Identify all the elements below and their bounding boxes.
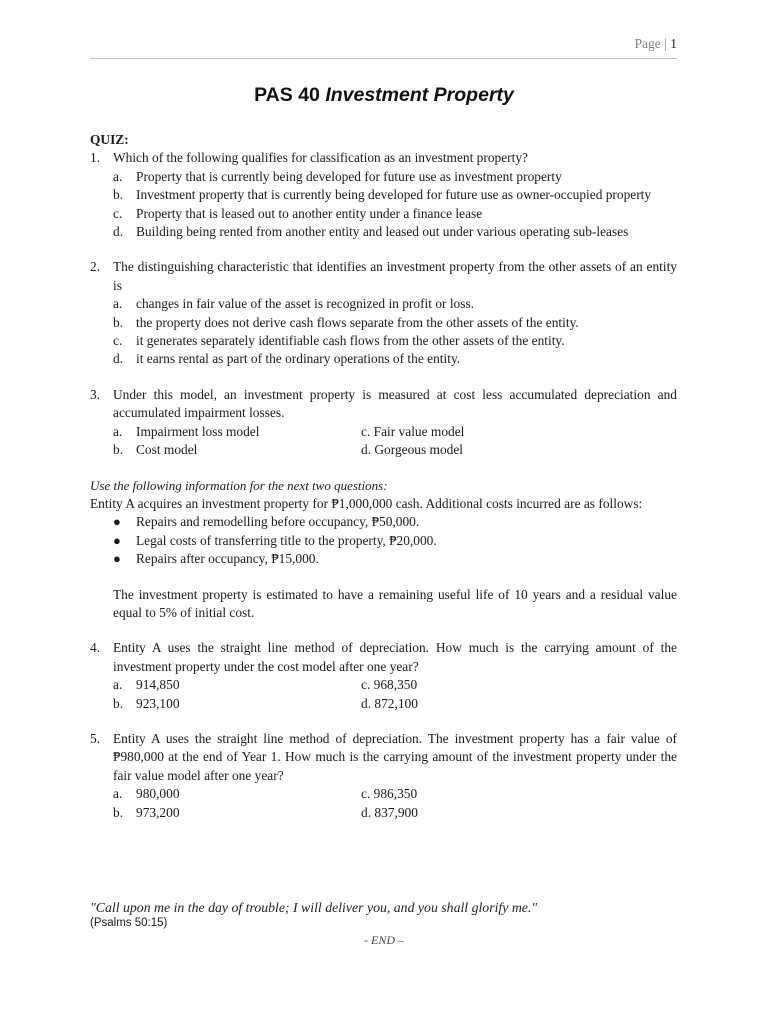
question-5 [90, 730, 677, 822]
option-b [113, 695, 361, 713]
option-a [113, 295, 677, 313]
question-text: Under this model, an investment property is measured at cost less accumulated depreciation and accumulated impairment losses. [113, 386, 677, 421]
option-c: c. Fair value model [361, 423, 465, 439]
option-c: c. 986,350 [361, 786, 418, 802]
option-a [113, 785, 361, 803]
bullet-text: Repairs and remodelling before occupancy, ₱50,000. [136, 514, 420, 530]
option-c [113, 332, 677, 350]
option-text: it generates separately identifiable cash flows from the other assets of the entity. [136, 333, 565, 349]
cost-bullet-list [90, 513, 677, 568]
option-d: d. Gorgeous model [361, 442, 464, 458]
option-text: Property that is leased out to another entity under a finance lease [136, 205, 483, 221]
quiz-content [90, 131, 677, 822]
option-b [113, 186, 677, 204]
page-separator: | [664, 36, 667, 51]
page-header [90, 36, 677, 59]
question-text: Entity A uses the straight line method of depreciation. The investment property has a fair value of ₱980,000 at the end of Year 1. How much is the carrying amount of the investment property under the fair value model after one year? [113, 730, 677, 783]
question-2 [90, 258, 677, 368]
option-text: Investment property that is currently being developed for future use as owner-occupied property [136, 187, 652, 203]
question-number: 1. [90, 150, 101, 166]
page-number: 1 [670, 36, 677, 51]
options-grid [113, 676, 677, 713]
bullet-item [113, 513, 677, 531]
bullet-icon: ● [113, 551, 121, 567]
option-text: changes in fair value of the asset is recognized in profit or loss. [136, 296, 475, 312]
page-label: Page [634, 36, 661, 51]
bullet-text: Legal costs of transferring title to the property, ₱20,000. [136, 532, 437, 548]
bullet-icon: ● [113, 532, 121, 548]
bullet-item [113, 532, 677, 550]
info-intro: Use the following information for the next two questions: [90, 477, 388, 493]
option-letter: a. [113, 168, 123, 184]
bullet-text: Repairs after occupancy, ₱15,000. [136, 551, 319, 567]
option-letter: d. [113, 351, 124, 367]
option-letter: b. [113, 314, 124, 330]
option-letter: d. [113, 224, 124, 240]
option-letter: a. [113, 296, 123, 312]
option-letter: a. [113, 423, 123, 439]
bullet-icon: ● [113, 514, 121, 530]
question-text: The distinguishing characteristic that identifies an investment property from the other assets of an entity is [113, 259, 677, 293]
question-4 [90, 639, 677, 713]
option-d: d. 837,900 [361, 804, 418, 820]
question-1 [90, 149, 677, 241]
bible-quote: "Call upon me in the day of trouble; I will deliver you, and you shall glorify me." [90, 900, 538, 915]
option-text: Property that is currently being developed for future use as investment property [136, 168, 562, 184]
option-b [113, 441, 361, 459]
option-text: 914,850 [136, 677, 180, 693]
info-text: Entity A acquires an investment property for ₱1,000,000 cash. Additional costs incurred are as follows: [90, 495, 643, 511]
question-number: 5. [90, 730, 101, 746]
option-a [113, 168, 677, 186]
info-paragraph: The investment property is estimated to have a remaining useful life of 10 years and a residual value equal to 5% of initial cost. [113, 586, 677, 620]
option-letter: a. [113, 786, 123, 802]
question-number: 2. [90, 259, 101, 275]
option-text: 980,000 [136, 786, 180, 802]
question-number: 4. [90, 640, 101, 656]
title-prefix: PAS 40 [254, 84, 326, 106]
option-letter: b. [113, 442, 124, 458]
option-letter: c. [113, 333, 123, 349]
option-text: 973,200 [136, 804, 180, 820]
option-text: 923,100 [136, 695, 180, 711]
option-letter: a. [113, 677, 123, 693]
bullet-item [113, 550, 677, 568]
option-a [113, 423, 361, 441]
quote-citation: (Psalms 50:15) [90, 917, 168, 929]
options-grid [113, 423, 677, 460]
option-c [113, 205, 677, 223]
question-text: Entity A uses the straight line method of depreciation. How much is the carrying amount of the investment property under the cost model after one year? [113, 640, 677, 674]
option-text: Building being rented from another entity and leased out under various operating sub-leases [136, 224, 629, 240]
end-marker: - END – [364, 933, 404, 947]
quiz-label: QUIZ: [90, 132, 129, 147]
option-text: the property does not derive cash flows separate from the other assets of the entity. [136, 314, 579, 330]
question-3 [90, 386, 677, 460]
option-text: Impairment loss model [136, 423, 260, 439]
option-letter: b. [113, 804, 124, 820]
option-b [113, 314, 677, 332]
option-c: c. 968,350 [361, 677, 418, 693]
option-letter: b. [113, 187, 124, 203]
page-title [0, 84, 768, 107]
option-text: it earns rental as part of the ordinary operations of the entity. [136, 351, 461, 367]
option-a [113, 676, 361, 694]
title-italic: Investment Property [325, 84, 514, 106]
option-d: d. 872,100 [361, 695, 418, 711]
options-grid [113, 785, 677, 822]
option-letter: b. [113, 695, 124, 711]
option-d [113, 350, 677, 368]
option-letter: c. [113, 205, 123, 221]
option-b [113, 804, 361, 822]
question-text: Which of the following qualifies for classification as an investment property? [113, 150, 528, 166]
question-number: 3. [90, 386, 101, 402]
option-d [113, 223, 677, 241]
option-text: Cost model [136, 442, 198, 458]
